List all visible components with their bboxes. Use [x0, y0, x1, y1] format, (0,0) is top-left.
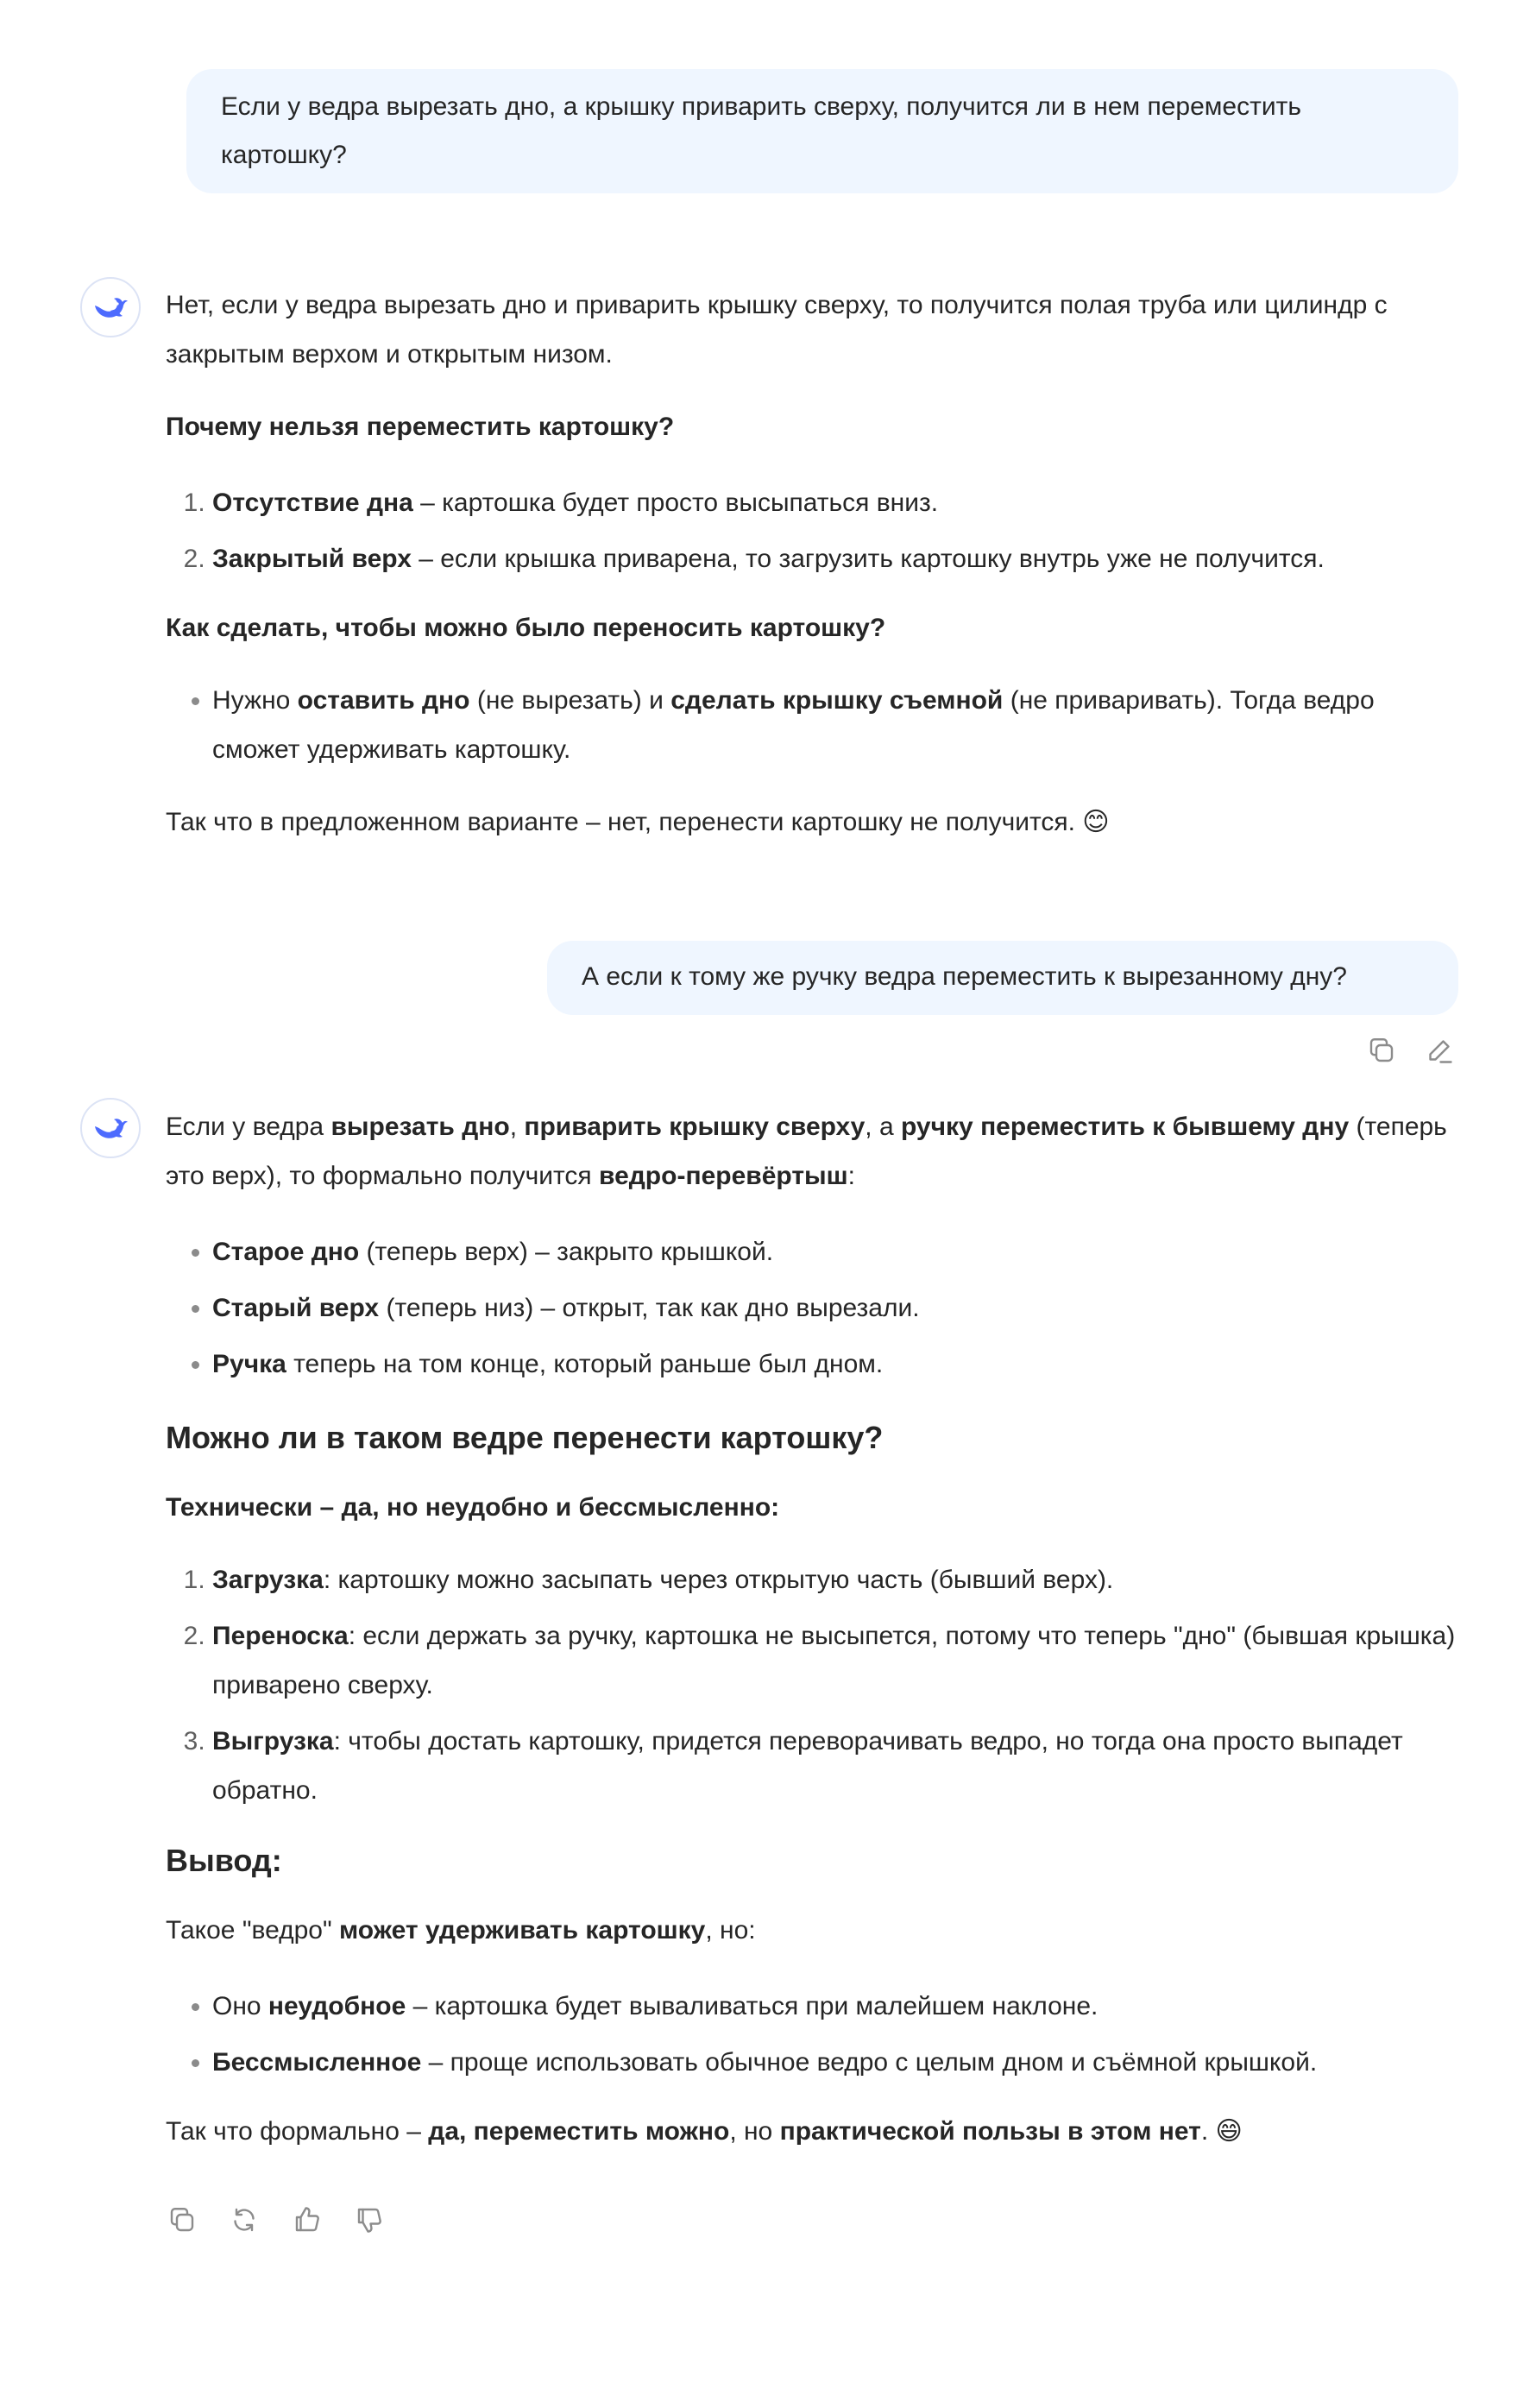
answer-intro: Если у ведра вырезать дно, приварить крышку сверху, а ручку переместить к бывшему дну (теперь это верх), то формально получится ведро-перевёртыш: — [166, 1113, 1447, 1190]
copy-icon — [167, 2204, 198, 2235]
user-message — [186, 69, 1458, 193]
numbered-list — [166, 1555, 1460, 1815]
assistant-message — [166, 1102, 1460, 2156]
list-item: 2. Закрытый верх – если крышка приварена, то загрузить картошку внутрь уже не получится. — [212, 531, 1460, 587]
list-item: • Старый верх (теперь низ) – открыт, так как дно вырезали. — [212, 1280, 1460, 1336]
copy-button[interactable] — [165, 2203, 199, 2237]
edit-button[interactable] — [1422, 1033, 1457, 1068]
bullet-list — [166, 1978, 1460, 2090]
answer-intro: Нет, если у ведра вырезать дно и приварить крышку сверху, то получится полая труба или цилиндр с закрытым верхом и открытым низом. — [166, 291, 1388, 369]
list-item: 2. Переноска: если держать за ручку, картошка не высыпется, потому что теперь "дно" (бывшая крышка) приварено сверху. — [212, 1611, 1460, 1710]
regenerate-icon — [229, 2204, 260, 2235]
deepseek-whale-icon — [91, 288, 129, 326]
bullet-list — [166, 1224, 1460, 1392]
list-item: • Нужно оставить дно (не вырезать) и сделать крышку съемной (не приваривать). Тогда ведро сможет удерживать картошку. — [212, 676, 1460, 774]
list-item: • Бессмысленное – проще использовать обычное ведро с целым дном и съёмной крышкой. — [212, 2034, 1460, 2090]
answer-conclusion: Так что формально – да, переместить можно, но практической пользы в этом нет. 😄 — [166, 2117, 1243, 2146]
edit-icon — [1424, 1035, 1455, 1066]
copy-button[interactable] — [1364, 1033, 1399, 1068]
user-message-text: А если к тому же ручку ведра переместить к вырезанному дну? — [582, 962, 1347, 991]
thumbs-down-icon — [354, 2204, 385, 2235]
copy-icon — [1366, 1035, 1397, 1066]
answer-outro: Так что в предложенном варианте – нет, перенести картошку не получится. 😊 — [166, 808, 1110, 836]
answer-heading: Почему нельзя переместить картошку? — [166, 413, 675, 441]
thumbs-up-icon — [292, 2204, 323, 2235]
list-item: • Старое дно (теперь верх) – закрыто крышкой. — [212, 1224, 1460, 1280]
list-item: • Оно неудобное – картошка будет вываливаться при малейшем наклоне. — [212, 1978, 1460, 2034]
like-button[interactable] — [290, 2203, 324, 2237]
deepseek-whale-icon — [91, 1109, 129, 1147]
user-message — [547, 941, 1458, 1015]
list-item: 1. Отсутствие дна – картошка будет просто высыпаться вниз. — [212, 475, 1460, 531]
bullet-list — [166, 676, 1460, 774]
section-heading: Вывод: — [166, 1843, 282, 1878]
section-heading: Можно ли в таком ведре перенести картошку? — [166, 1420, 884, 1455]
list-item: 3. Выгрузка: чтобы достать картошку, придется переворачивать ведро, но тогда она просто выпадет обратно. — [212, 1717, 1460, 1815]
list-item: 1. Загрузка: картошку можно засыпать через открытую часть (бывший верх). — [212, 1555, 1460, 1604]
assistant-avatar — [80, 1098, 141, 1158]
regenerate-button[interactable] — [227, 2203, 261, 2237]
dislike-button[interactable] — [352, 2203, 387, 2237]
answer-subheading: Технически – да, но неудобно и бессмысленно: — [166, 1493, 780, 1522]
answer-heading: Как сделать, чтобы можно было переносить картошку? — [166, 614, 886, 642]
list-item: • Ручка теперь на том конце, который раньше был дном. — [212, 1336, 1460, 1392]
user-message-text: Если у ведра вырезать дно, а крышку приварить сверху, получится ли в нем переместить картошку? — [221, 92, 1301, 169]
assistant-message — [166, 281, 1460, 847]
assistant-avatar — [80, 277, 141, 337]
answer-paragraph: Такое "ведро" может удерживать картошку, но: — [166, 1916, 756, 1945]
numbered-list — [166, 475, 1460, 587]
